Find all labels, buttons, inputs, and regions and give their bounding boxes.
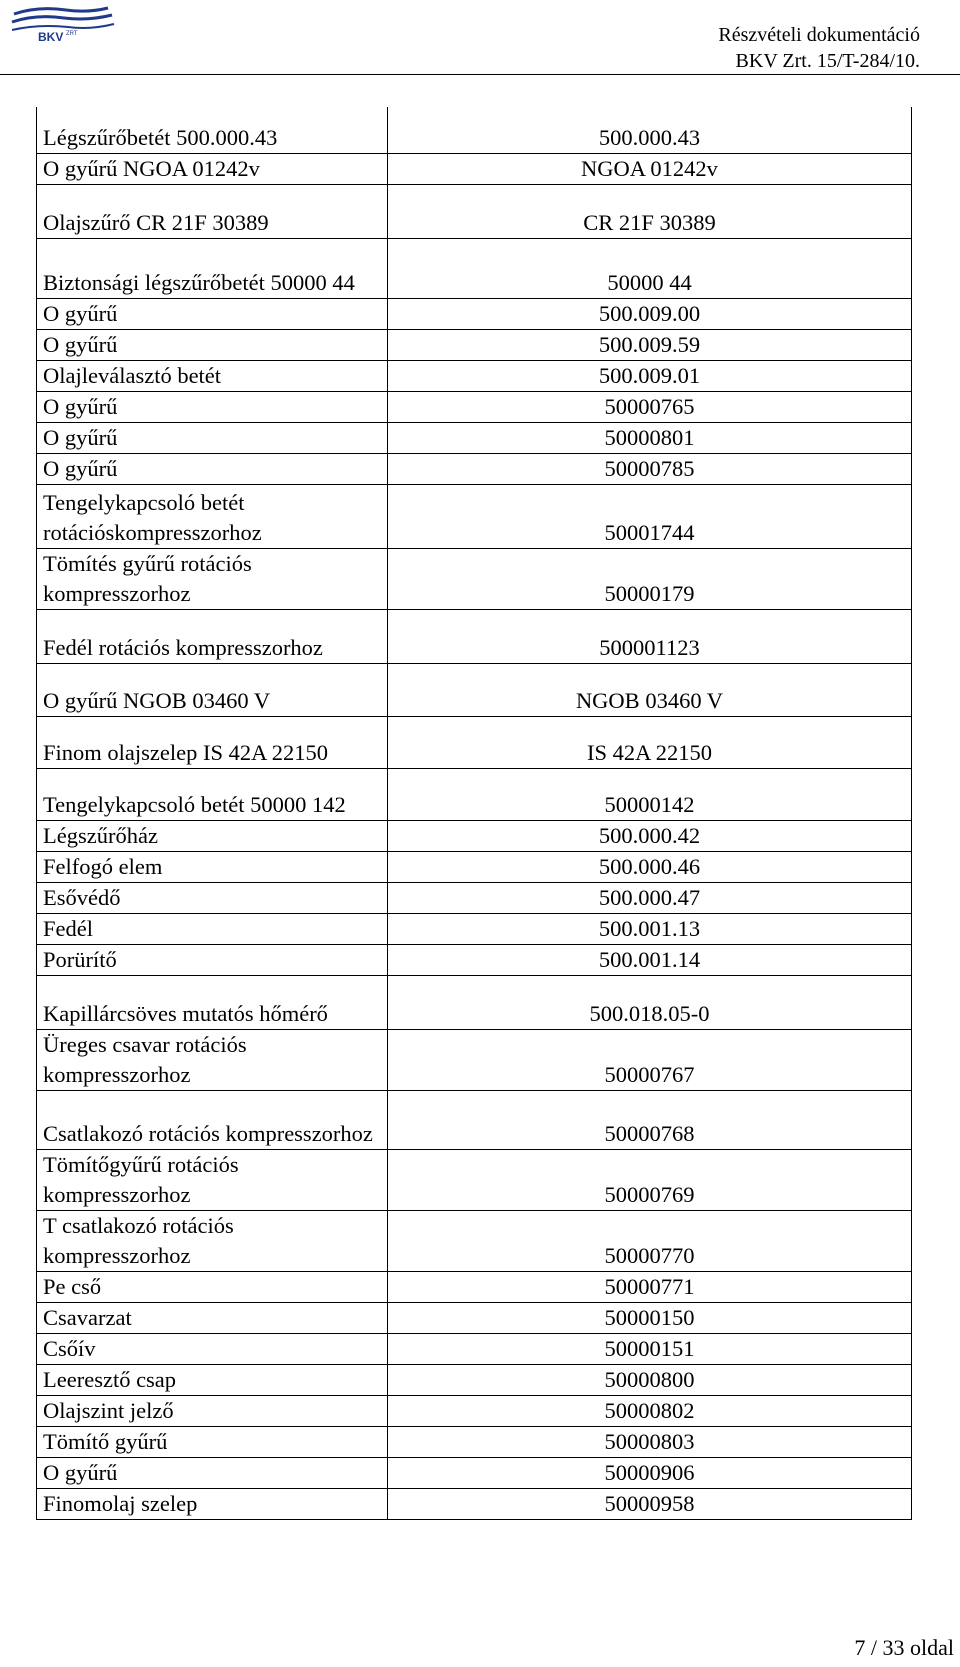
table-row [37, 820, 912, 851]
bkv-logo [8, 4, 118, 46]
table-row [37, 768, 912, 820]
part-name: Tömítőgyűrű rotációs kompresszorhoz [37, 1149, 388, 1210]
part-code: 50000771 [388, 1271, 912, 1302]
table-row [37, 1426, 912, 1457]
part-code: 50000906 [388, 1457, 912, 1488]
part-name: T csatlakozó rotációs kompresszorhoz [37, 1210, 388, 1271]
table-row [37, 1302, 912, 1333]
part-name: Üreges csavar rotációs kompresszorhoz [37, 1029, 388, 1090]
part-name: O gyűrű [37, 298, 388, 329]
table-row [37, 1090, 912, 1149]
part-code: 50001744 [388, 484, 912, 548]
part-name: Fedél rotációs kompresszorhoz [37, 609, 388, 663]
table-row [37, 975, 912, 1029]
part-code: 50000150 [388, 1302, 912, 1333]
table-row [37, 453, 912, 484]
part-code: 50000801 [388, 422, 912, 453]
table-row [37, 913, 912, 944]
table-row [37, 882, 912, 913]
part-code: 50000768 [388, 1090, 912, 1149]
svg-text:ZRT: ZRT [66, 31, 78, 37]
table-row [37, 298, 912, 329]
table-row [37, 1488, 912, 1519]
part-code: 500.009.01 [388, 360, 912, 391]
table-row [37, 548, 912, 609]
part-name: Csavarzat [37, 1302, 388, 1333]
part-name: Olajleválasztó betét [37, 360, 388, 391]
table-row [37, 851, 912, 882]
table-row [37, 153, 912, 184]
part-code: 50000 44 [388, 238, 912, 298]
svg-text:BKV: BKV [38, 30, 64, 44]
part-name: Csatlakozó rotációs kompresszorhoz [37, 1090, 388, 1149]
table-row [37, 238, 912, 298]
table-row [37, 663, 912, 716]
part-code: 50000802 [388, 1395, 912, 1426]
part-name: Légszűrőbetét 500.000.43 [37, 107, 388, 153]
document-header [718, 22, 920, 74]
part-code: 500.000.47 [388, 882, 912, 913]
part-code: NGOB 03460 V [388, 663, 912, 716]
part-code: 50000785 [388, 453, 912, 484]
part-name: Kapillárcsöves mutatós hőmérő [37, 975, 388, 1029]
part-code: 50000769 [388, 1149, 912, 1210]
part-code: 500.001.13 [388, 913, 912, 944]
part-code: 500.018.05-0 [388, 975, 912, 1029]
table-row [37, 1029, 912, 1090]
table-row [37, 716, 912, 768]
part-code: 50000803 [388, 1426, 912, 1457]
part-name: O gyűrű [37, 422, 388, 453]
table-row [37, 1364, 912, 1395]
part-name: Biztonsági légszűrőbetét 50000 44 [37, 238, 388, 298]
part-code: CR 21F 30389 [388, 184, 912, 238]
table-row [37, 1457, 912, 1488]
part-name: Finomolaj szelep [37, 1488, 388, 1519]
parts-table [36, 107, 912, 1520]
part-name: Olajszint jelző [37, 1395, 388, 1426]
part-name: O gyűrű [37, 391, 388, 422]
part-name: Pe cső [37, 1271, 388, 1302]
part-code: 500.000.42 [388, 820, 912, 851]
table-row [37, 1271, 912, 1302]
part-code: 50000770 [388, 1210, 912, 1271]
table-row [37, 329, 912, 360]
table-row [37, 1333, 912, 1364]
table-row [37, 391, 912, 422]
part-code: 50000765 [388, 391, 912, 422]
part-name: Olajszűrő CR 21F 30389 [37, 184, 388, 238]
page-number: 7 / 33 oldal [854, 1635, 954, 1660]
table-row [37, 360, 912, 391]
part-code: 50000800 [388, 1364, 912, 1395]
table-row [37, 1210, 912, 1271]
part-code: 50000142 [388, 768, 912, 820]
part-code: 500.001.14 [388, 944, 912, 975]
part-name: O gyűrű [37, 453, 388, 484]
table-row [37, 1395, 912, 1426]
part-code: 500001123 [388, 609, 912, 663]
part-name: Leeresztő csap [37, 1364, 388, 1395]
part-name: Esővédő [37, 882, 388, 913]
part-name: Tömítés gyűrű rotációs kompresszorhoz [37, 548, 388, 609]
part-name: Csőív [37, 1333, 388, 1364]
part-name: O gyűrű NGOB 03460 V [37, 663, 388, 716]
table-row [37, 1149, 912, 1210]
doc-ref: BKV Zrt. 15/T-284/10. [735, 50, 920, 72]
table-row [37, 484, 912, 548]
part-name: Légszűrőház [37, 820, 388, 851]
header-divider [0, 74, 960, 75]
table-row [37, 944, 912, 975]
part-name: Porürítő [37, 944, 388, 975]
part-code: 500.000.46 [388, 851, 912, 882]
part-name: Fedél [37, 913, 388, 944]
part-code: 500.009.59 [388, 329, 912, 360]
part-name: O gyűrű [37, 1457, 388, 1488]
part-code: 50000767 [388, 1029, 912, 1090]
part-name: O gyűrű NGOA 01242v [37, 153, 388, 184]
part-code: 50000151 [388, 1333, 912, 1364]
part-code: 50000179 [388, 548, 912, 609]
part-name: O gyűrű [37, 329, 388, 360]
part-code: IS 42A 22150 [388, 716, 912, 768]
table-row [37, 107, 912, 153]
part-name: Tömítő gyűrű [37, 1426, 388, 1457]
part-code: 50000958 [388, 1488, 912, 1519]
part-name: Finom olajszelep IS 42A 22150 [37, 716, 388, 768]
table-row [37, 422, 912, 453]
table-row [37, 609, 912, 663]
part-code: NGOA 01242v [388, 153, 912, 184]
part-code: 500.009.00 [388, 298, 912, 329]
part-name: Tengelykapcsoló betét rotációskompresszorhoz [37, 484, 388, 548]
table-row [37, 184, 912, 238]
part-name: Tengelykapcsoló betét 50000 142 [37, 768, 388, 820]
doc-title: Részvételi dokumentáció [718, 24, 920, 46]
part-code: 500.000.43 [388, 107, 912, 153]
part-name: Felfogó elem [37, 851, 388, 882]
